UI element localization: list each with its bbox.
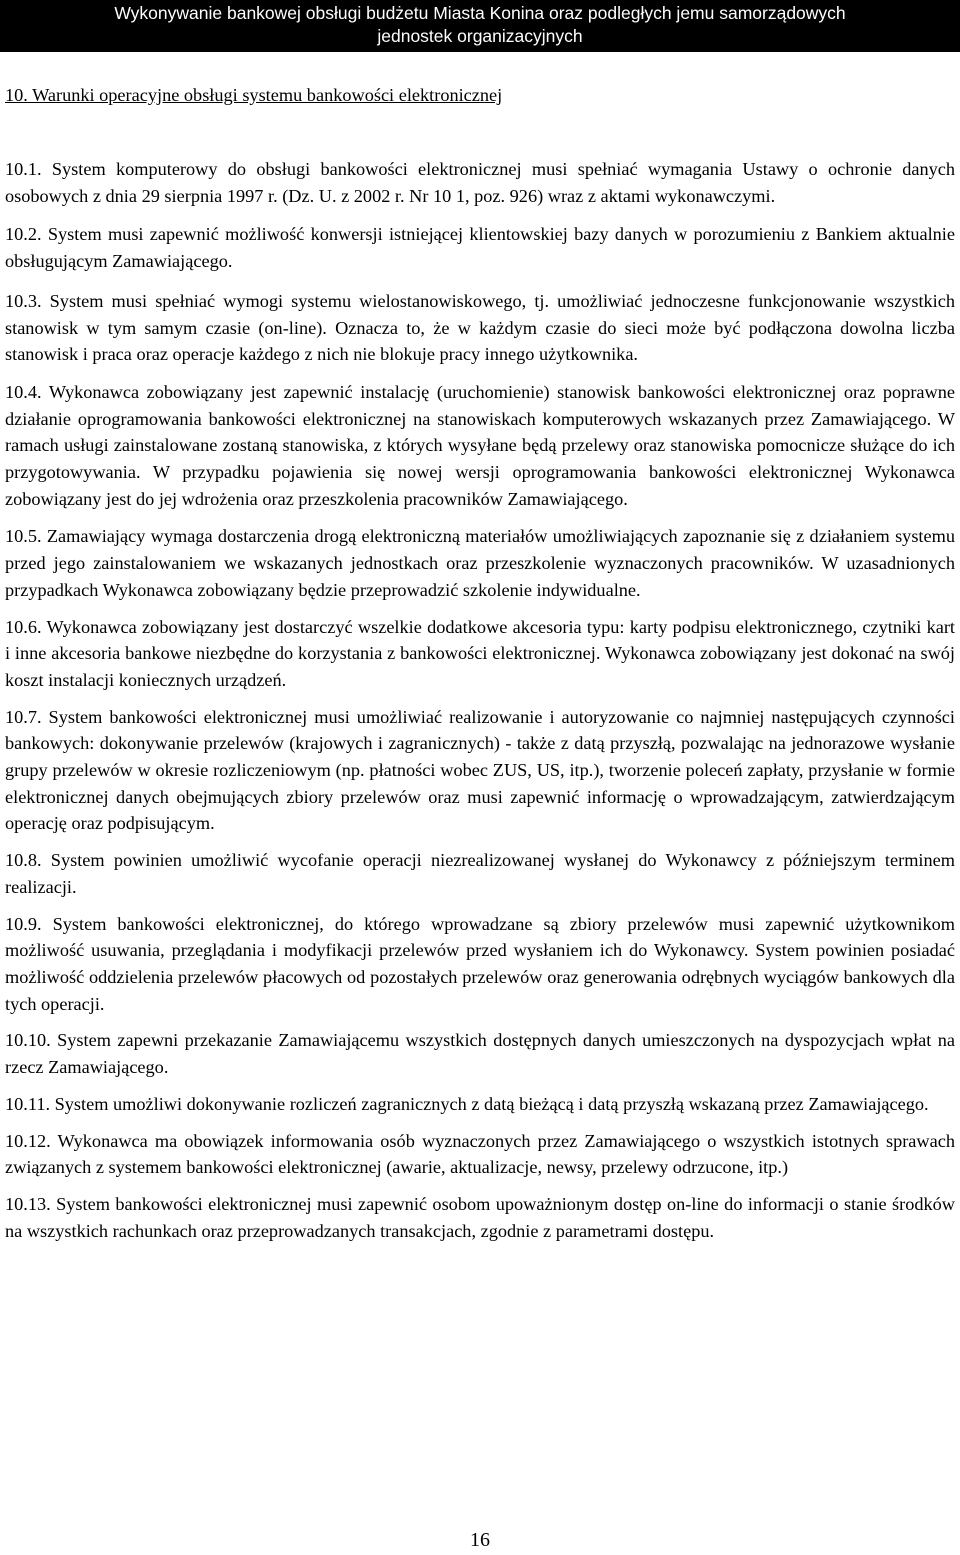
paragraph-10-9: 10.9. System bankowości elektronicznej, do którego wprowadzane są zbiory przelewów musi zapewnić użytkownikom możliwość usuwania, przeglądania i modyfikacji przelewów przed wysłaniem ich do Wykonawcy. System powinien posiadać możliwość oddzielenia przelewów płacowych od pozostałych przelewów oraz generowania odrębnych wyciągów bankowych dla tych operacji. — [5, 913, 955, 1014]
paragraph-10-1: 10.1. System komputerowy do obsługi bankowości elektronicznej musi spełniać wymagania Ustawy o ochronie danych osobowych z dnia 29 sierpnia 1997 r. (Dz. U. z 2002 r. Nr 10 1, poz. 926) wraz z aktami wykonawczymi. — [5, 159, 955, 206]
page-number: 16 — [470, 1529, 490, 1551]
header-line-1: Wykonywanie bankowej obsługi budżetu Miasta Konina oraz podległych jemu samorządowych — [114, 3, 846, 23]
paragraph-10-6: 10.6. Wykonawca zobowiązany jest dostarczyć wszelkie dodatkowe akcesoria typu: karty podpisu elektronicznego, czytniki kart i inne akcesoria bankowe niezbędne do korzystania z bankowości elektronicznej. Wykonawca zobowiązany jest dokonać na swój koszt instalacji koniecznych urządzeń. — [5, 616, 955, 690]
paragraph-10-3: 10.3. System musi spełniać wymogi systemu wielostanowiskowego, tj. umożliwiać jednoczesne funkcjonowanie wszystkich stanowisk w tym samym czasie (on-line). Oznacza to, że w każdym czasie do sieci może być podłączona dowolna liczba stanowisk i praca oraz operacje każdego z nich nie blokuje pracy innego użytkownika. — [5, 290, 955, 365]
paragraph-10-2: 10.2. System musi zapewnić możliwość konwersji istniejącej klientowskiej bazy danych w porozumieniu z Bankiem aktualnie obsługującym Zamawiającego. — [5, 224, 955, 272]
document-body — [5, 156, 955, 1244]
paragraph-10-8: 10.8. System powinien umożliwić wycofanie operacji niezrealizowanej wysłanej do Wykonawcy z późniejszym terminem realizacji. — [5, 850, 955, 897]
paragraph-10-12: 10.12. Wykonawca ma obowiązek informowania osób wyznaczonych przez Zamawiającego o wszystkich istotnych sprawach związanych z systemem bankowości elektronicznej (awarie, aktualizacje, newsy, przelewy odrzucone, itp.) — [5, 1130, 955, 1178]
paragraph-10-13: 10.13. System bankowości elektronicznej musi zapewnić osobom upoważnionym dostęp on-line do informacji o stanie środków na wszystkich rachunkach oraz przeprowadzanych transakcjach, zgodnie z parametrami dostępu. — [5, 1193, 955, 1241]
paragraph-10-7: 10.7. System bankowości elektronicznej musi umożliwiać realizowanie i autoryzowanie co najmniej następujących czynności bankowych: dokonywanie przelewów (krajowych i zagranicznych) - także z datą przyszłą, pozwalając na jednorazowe wysłanie grupy przelewów w okresie rozliczeniowym (np. płatności wobec ZUS, US, itp.), tworzenie poleceń zapłaty, przysłanie w formie elektronicznej danych obejmujących zbiory przelewów oraz musi zapewnić informację o wprowadzającym, zatwierdzającym operację oraz podpisującym. — [5, 706, 955, 834]
header-line-2: jednostek organizacyjnych — [377, 26, 583, 46]
paragraph-10-11: 10.11. System umożliwi dokonywanie rozliczeń zagranicznych z datą bieżącą i datą przyszłą wskazaną przez Zamawiającego. — [5, 1093, 929, 1114]
paragraph-10-4: 10.4. Wykonawca zobowiązany jest zapewnić instalację (uruchomienie) stanowisk bankowości elektronicznej oraz poprawne działanie oprogramowania bankowości elektronicznej na stanowiskach komputerowych wskazanych przez Zamawiającego. W ramach usługi zainstalowane zostaną stanowiska, z których wysyłane będą przelewy oraz stanowiska pomocnicze służące do ich przygotowywania. W przypadku pojawienia się nowej wersji oprogramowania bankowości elektronicznej Wykonawca zobowiązany jest do jej wdrożenia oraz przeszkolenia pracowników Zamawiającego. — [5, 381, 955, 509]
paragraph-10-10: 10.10. System zapewni przekazanie Zamawiającemu wszystkich dostępnych danych umieszczonych na dyspozycjach wpłat na rzecz Zamawiającego. — [5, 1030, 955, 1078]
paragraph-10-5: 10.5. Zamawiający wymaga dostarczenia drogą elektroniczną materiałów umożliwiających zapoznanie się z działaniem systemu przed jego zainstalowaniem we wskazanych jednostkach oraz przeszkolenie wyznaczonych pracowników. W uzasadnionych przypadkach Wykonawca zobowiązany będzie przeprowadzić szkolenie indywidualne. — [5, 526, 955, 600]
document-header — [0, 0, 960, 52]
section-title: 10. Warunki operacyjne obsługi systemu bankowości elektronicznej — [5, 85, 503, 105]
